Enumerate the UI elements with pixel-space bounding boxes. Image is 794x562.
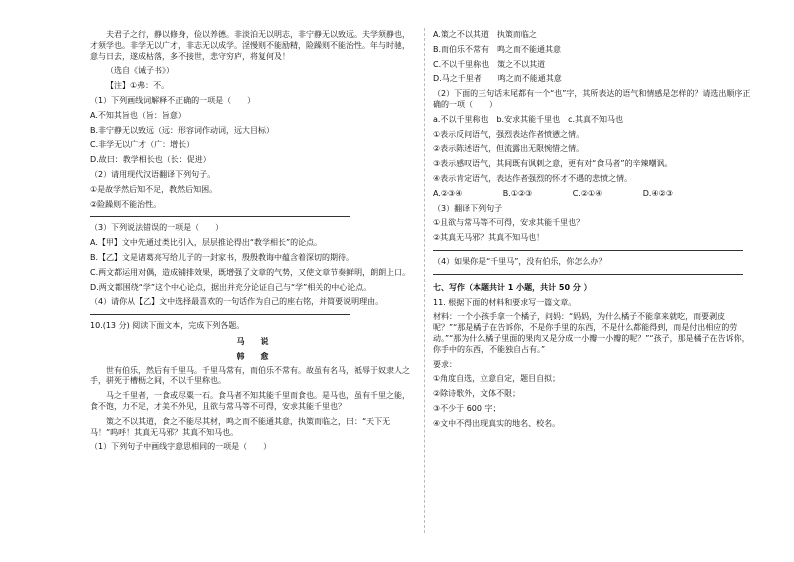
translate-item: ①是故学然后知不足，教然后知困。 <box>90 184 218 194</box>
option: A.【甲】文中先通过类比引入，层层推论得出“教学相长”的论点。 <box>90 238 323 248</box>
requirement: ④文中不得出现真实的地名、校名。 <box>433 418 561 428</box>
passage-paragraph: 策之不以其道，食之不能尽其材，鸣之而不能通其意，执策而临之，曰：“天下无马！”呜呼！其真无马邪？其真不知马也。 <box>90 416 391 437</box>
requirement: ③不少于 600 字； <box>433 403 501 413</box>
right-column <box>433 30 753 434</box>
section-7-heading: 七、写作（本题共计 1 小题，共计 50 分 ） <box>433 282 592 292</box>
option: D.马之千里者 鸣之而不能通其意 <box>433 74 562 84</box>
option: B.①②③ <box>502 188 533 198</box>
passage-note: 【注】①弗：不。 <box>106 81 170 91</box>
choice-item: ③表示感叹语气，其间既有讽刺之意，更有对“食马者”的辛辣嘲讽。 <box>433 159 673 169</box>
option: C.两文都运用对偶，造成铺排效果，既增强了文章的气势，又使文章节奏鲜明，朗朗上口。 <box>90 267 411 277</box>
passage-paragraph: 世有伯乐，然后有千里马。千里马常有，而伯乐不常有。故虽有名马，祗辱于奴隶人之手，骈死于槽枥之间，不以千里称也。 <box>90 365 410 386</box>
question-1: （1）下列画线词解释不正确的一项是（ ） <box>90 95 256 105</box>
writing-material: 材料：一个小孩手拿一个橘子，问妈：“妈妈，为什么橘子不能拿来就吃，而要剥皮呢？”“那是橘子在告诉你，不是你手里的东西，不是什么都能得到，而是付出相应的劳动。”“那为什么橘子里面的果肉又是分成一小瓣一小瓣的呢？”“孩子，那是橘子在告诉你，你手中的东西，不能独自占有。” <box>433 312 750 354</box>
answer-line <box>90 216 350 217</box>
question-11: 11. 根据下面的材料和要求写一篇文章。 <box>433 297 577 307</box>
question-4: （4）请你从【乙】文中选择最喜欢的一句话作为自己的座右铭，并简要说明理由。 <box>90 297 384 307</box>
question-3: （3）下列说法错误的一项是（ ） <box>90 223 224 233</box>
question-2: （2）请用现代汉语翻译下列句子。 <box>90 169 216 179</box>
option: C.不以千里称也 策之不以其道 <box>433 59 546 69</box>
left-column <box>90 30 415 457</box>
question-10-2: （2）下面的三句话末尾都有一个“也”字，其所表达的语气和情感是怎样的？请选出顺序正确的一项（ ） <box>433 89 751 109</box>
answer-line <box>433 274 743 275</box>
option: B.非宁静无以致远（远：形容词作动词，远大目标） <box>90 125 275 135</box>
answer-line <box>433 250 743 251</box>
passage-source: （选自《诫子书》） <box>106 66 174 76</box>
passage-paragraph: 马之千里者，一食或尽粟一石。食马者不知其能千里而食也。是马也，虽有千里之能，食不饱，力不足，才美不外见，且欲与常马等不可得，安求其能千里也？ <box>90 391 410 411</box>
option: A.不知其旨也（旨：旨意） <box>90 110 186 120</box>
choice-item: ②表示陈述语气，但流露出无限惋惜之情。 <box>433 144 585 154</box>
answer-line <box>90 314 350 315</box>
requirement: ①角度自选，立意自定，题目自拟； <box>433 374 561 384</box>
column-divider <box>424 28 425 533</box>
passage-author: 韩 愈 <box>236 350 269 361</box>
option: C.②①④ <box>572 188 603 198</box>
requirements-label: 要求： <box>433 359 457 369</box>
option: D.故曰：教学相长也（长：促进） <box>90 155 211 165</box>
translate-item: ①且欲与常马等不可得，安求其能千里也？ <box>433 218 585 228</box>
question-10-3: （3）翻译下列句子 <box>433 203 503 213</box>
option: A.策之不以其道 执策而临之 <box>433 30 537 39</box>
passage-top: 夫君子之行，静以修身，俭以养德。非淡泊无以明志，非宁静无以致远。夫学须静也，才须学也。非学无以广才，非志无以成学。淫慢则不能励精，险躁则不能治性。年与时驰，意与日去，遂成枯落，多不接世，悲守穷庐，将复何及！ <box>90 30 410 61</box>
choice-item: ④表示肯定语气，表达作者强烈的怀才不遇的悲愤之情。 <box>433 173 633 183</box>
choice-item: ①表示反问语气，强烈表达作者愤懑之情。 <box>433 129 585 139</box>
option: A.②③④ <box>433 188 463 198</box>
question-10-4: （4）如果你是“千里马”，没有伯乐，你怎么办？ <box>433 256 607 266</box>
passage-title: 马 说 <box>236 335 269 346</box>
option: B.而伯乐不常有 鸣之而不能通其意 <box>433 44 562 54</box>
option: D.两文都围绕“学”这个中心论点，据出并充分论证自己与“学”相关的中心论点。 <box>90 282 372 292</box>
translate-item: ②险躁则不能治性。 <box>90 199 162 209</box>
translate-item: ②其真无马邪？其真不知马也！ <box>433 233 545 243</box>
answer-options <box>433 189 673 200</box>
option: D.④②③ <box>642 188 673 198</box>
requirement: ②除诗歌外，文体不限； <box>433 389 521 399</box>
sentences: a.不以千里称也 b.安求其能千里也 c.其真不知马也 <box>433 114 624 124</box>
option: B.【乙】文是诸葛亮写给儿子的一封家书，殷殷教诲中蕴含着深切的期待。 <box>90 252 355 262</box>
option: C.非学无以广才（广：增长） <box>90 140 195 150</box>
section-10-heading: 10.(13 分) 阅读下面文本，完成下列各题。 <box>90 321 245 331</box>
question-10-1: （1）下列句子中画线字意思相同的一项是（ ） <box>90 442 272 452</box>
